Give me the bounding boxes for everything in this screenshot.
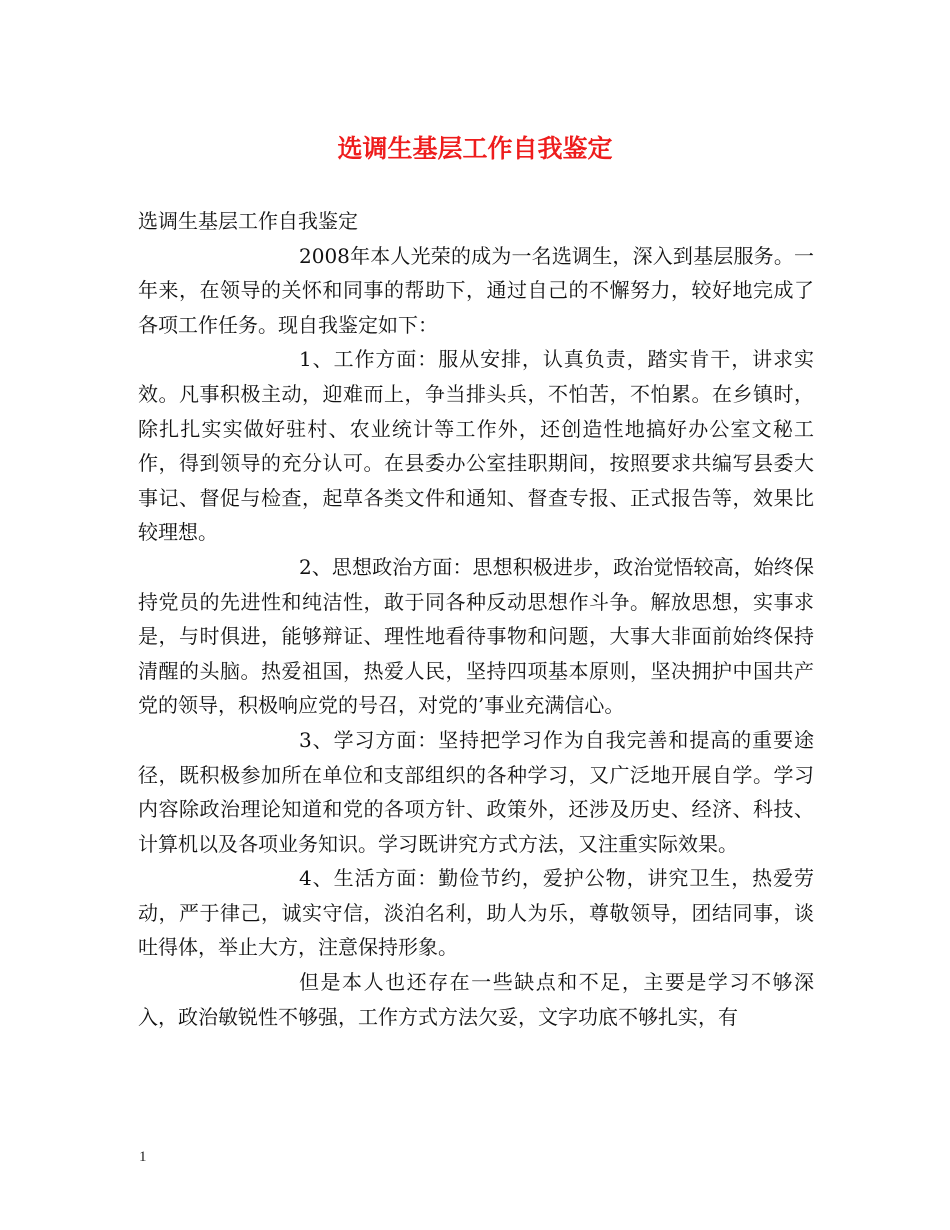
paragraph-subtitle: 选调生基层工作自我鉴定 <box>138 209 358 233</box>
document-body <box>138 204 814 1034</box>
document-title: 选调生基层工作自我鉴定 <box>337 134 613 163</box>
page-number: 1 <box>139 1149 147 1165</box>
paragraph-study: 3、学习方面：坚持把学习作为自我完善和提高的重要途径，既积极参加所在单位和支部组织的各种学习，又广泛地开展自学。学习内容除政治理论知道和党的各项方针、政策外，还涉及历史、经济、科技、计算机以及各项业务知识。学习既讲究方式方法，又注重实际效果。 <box>138 727 814 856</box>
paragraph-shortcomings: 但是本人也还存在一些缺点和不足，主要是学习不够深入，政治敏锐性不够强，工作方式方法欠妥，文字功底不够扎实，有 <box>138 970 814 1029</box>
paragraph-politics: 2、思想政治方面：思想积极进步，政治觉悟较高，始终保持党员的先进性和纯洁性，敢于同各种反动思想作斗争。解放思想，实事求是，与时俱进，能够辩证、理性地看待事物和问题，大事大非面前始终保持清醒的头脑。热爱祖国，热爱人民，坚持四项基本原则，坚决拥护中国共产党的领导，积极响应党的号召，对党的’事业充满信心。 <box>138 554 814 718</box>
paragraph-intro: 2008年本人光荣的成为一名选调生，深入到基层服务。一年来，在领导的关怀和同事的帮助下，通过自己的不懈努力，较好地完成了各项工作任务。现自我鉴定如下： <box>138 243 814 337</box>
paragraph-life: 4、生活方面：勤俭节约，爱护公物，讲究卫生，热爱劳动，严于律己，诚实守信，淡泊名利，助人为乐，尊敬领导，团结同事，谈吐得体，举止大方，注意保持形象。 <box>138 866 814 960</box>
paragraph-work: 1、工作方面：服从安排，认真负责，踏实肯干，讲求实效。凡事积极主动，迎难而上，争当排头兵，不怕苦，不怕累。在乡镇时，除扎扎实实做好驻村、农业统计等工作外，还创造性地搞好办公室文秘工作，得到领导的充分认可。在县委办公室挂职期间，按照要求共编写县委大事记、督促与检查，起草各类文件和通知、督查专报、正式报告等，效果比较理想。 <box>138 347 814 545</box>
